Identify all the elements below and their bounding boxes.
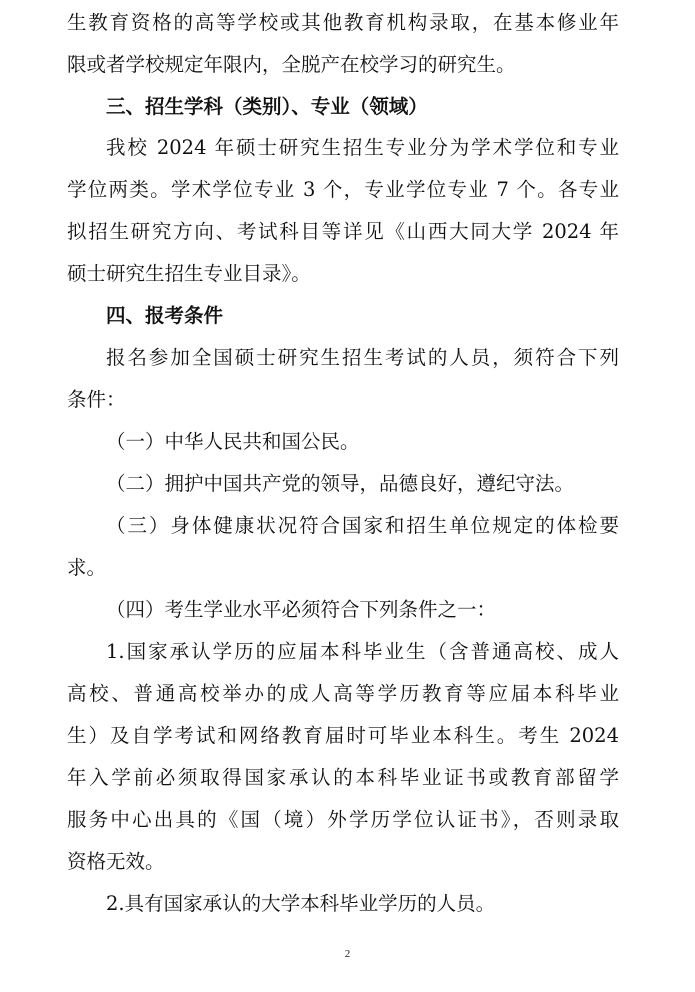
- paragraph-line: （四）考生学业水平必须符合下列条件之一：: [106, 598, 497, 621]
- paragraph-line: 学位两类。学术学位专业 3 个，专业学位专业 7 个。各专业: [67, 178, 619, 201]
- paragraph-line: （一）中华人民共和国公民。: [106, 430, 360, 453]
- page-number: 2: [344, 948, 351, 960]
- paragraph-line: 资格无效。: [67, 850, 165, 873]
- paragraph-line: 求。: [67, 556, 107, 579]
- section-heading: 三、招生学科（类别）、专业（领域）: [106, 95, 428, 118]
- paragraph-line: 限或者学校规定年限内，全脱产在校学习的研究生。: [67, 53, 516, 76]
- paragraph-line: 我校 2024 年硕士研究生招生专业分为学术学位和专业: [106, 136, 619, 159]
- paragraph-line: 硕士研究生招生专业目录》。: [67, 262, 311, 285]
- paragraph-line: （三）身体健康状况符合国家和招生单位规定的体检要: [106, 514, 619, 537]
- paragraph-line: 1.国家承认学历的应届本科毕业生（含普通高校、成人: [106, 640, 619, 663]
- paragraph-line: 条件：: [67, 388, 126, 411]
- paragraph-line: 报名参加全国硕士研究生招生考试的人员，须符合下列: [106, 346, 619, 369]
- paragraph-line: 2.具有国家承认的大学本科毕业学历的人员。: [106, 892, 496, 915]
- paragraph-line: 生）及自学考试和网络教育届时可毕业本科生。考生 2024: [67, 724, 619, 747]
- paragraph-line: 年入学前必须取得国家承认的本科毕业证书或教育部留学: [67, 766, 619, 789]
- paragraph-line: 服务中心出具的《国（境）外学历学位认证书》，否则录取: [67, 808, 619, 831]
- paragraph-line: 生教育资格的高等学校或其他教育机构录取，在基本修业年: [67, 11, 619, 34]
- paragraph-line: 高校、普通高校举办的成人高等学历教育等应届本科毕业: [67, 682, 619, 705]
- paragraph-line: 拟招生研究方向、考试科目等详见《山西大同大学 2024 年: [67, 220, 619, 243]
- section-heading: 四、报考条件: [106, 304, 224, 327]
- paragraph-line: （二）拥护中国共产党的领导，品德良好，遵纪守法。: [106, 472, 575, 495]
